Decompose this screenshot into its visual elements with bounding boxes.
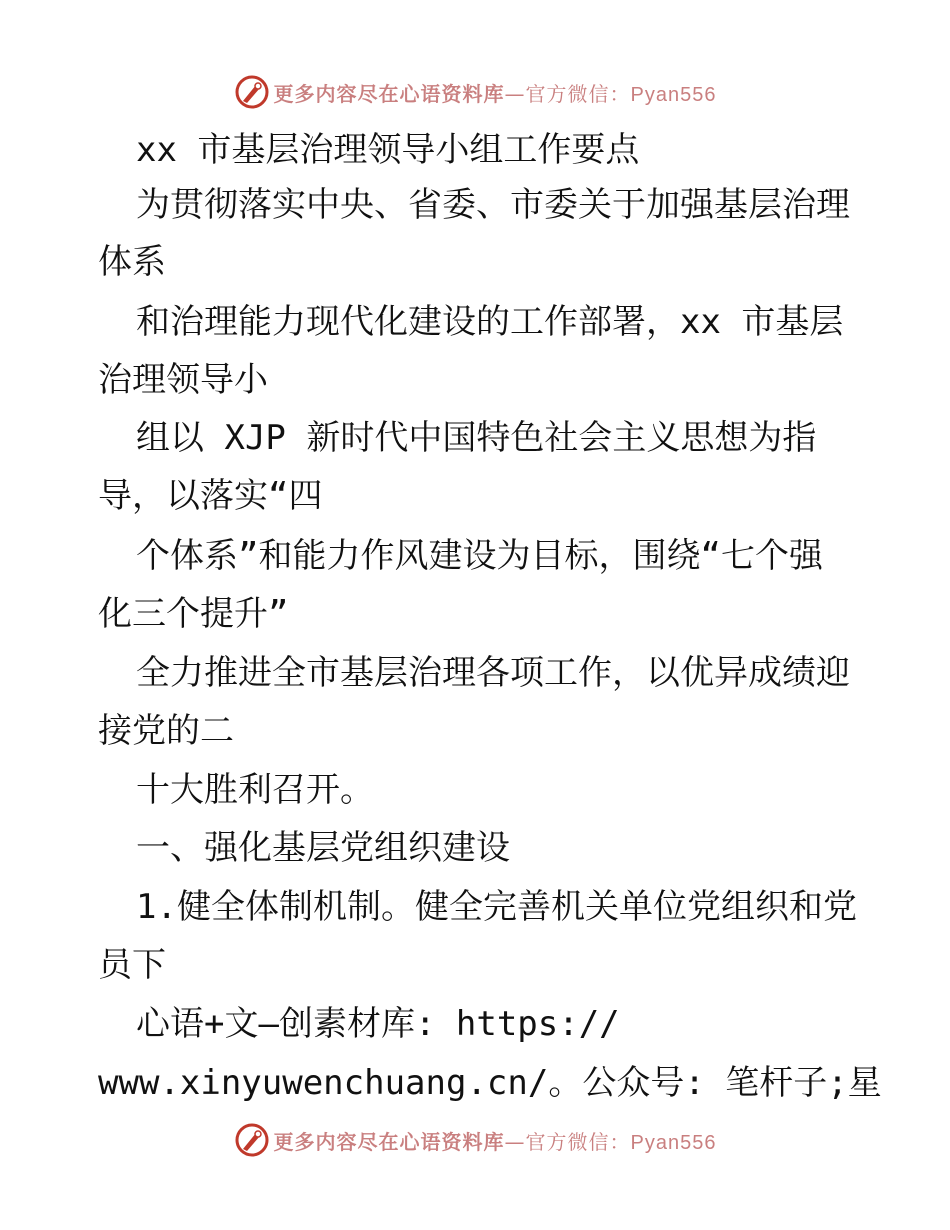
pen-nib-logo-icon	[234, 74, 270, 110]
watermark-text	[274, 1126, 717, 1155]
paragraph-line: 化三个提升”	[98, 594, 289, 634]
pen-nib-logo-icon	[234, 1122, 270, 1158]
watermark-separator: —	[504, 1129, 526, 1154]
paragraph-line: 为贯彻落实中央、省委、市委关于加强基层治理	[136, 185, 850, 225]
header-watermark	[0, 70, 950, 114]
paragraph-line: 接党的二	[98, 711, 234, 751]
paragraph-line: 组以 XJP 新时代中国特色社会主义思想为指	[136, 418, 817, 458]
watermark-contact: 官方微信：	[525, 81, 631, 106]
watermark-wechat-id: Pyan556	[630, 1131, 717, 1154]
paragraph-line: 和治理能力现代化建设的工作部署，xx 市基层	[136, 302, 844, 342]
document-title: xx 市基层治理领导小组工作要点	[136, 130, 640, 170]
footer-watermark	[0, 1118, 950, 1162]
watermark-separator: —	[504, 81, 526, 106]
paragraph-line: 导，以落实“四	[98, 476, 323, 516]
paragraph-line: 全力推进全市基层治理各项工作，以优异成绩迎	[136, 653, 850, 693]
footer-source-line: 心语+文—创素材库: https://	[136, 1004, 620, 1044]
footer-source-line: www.xinyuwenchuang.cn/。公众号: 笔杆子;星	[98, 1063, 882, 1103]
watermark-contact: 官方微信：	[525, 1129, 631, 1154]
watermark-brand: 更多内容尽在心语资料库	[273, 81, 505, 106]
section-heading: 一、强化基层党组织建设	[136, 828, 510, 868]
paragraph-line: 十大胜利召开。	[136, 770, 374, 810]
paragraph-line: 个体系”和能力作风建设为目标，围绕“七个强	[136, 536, 823, 576]
paragraph-line: 体系	[98, 242, 166, 282]
watermark-brand: 更多内容尽在心语资料库	[273, 1129, 505, 1154]
watermark-text	[274, 78, 717, 107]
paragraph-line: 1.健全体制机制。健全完善机关单位党组织和党	[136, 887, 857, 927]
paragraph-line: 员下	[98, 945, 166, 985]
paragraph-line: 治理领导小	[98, 360, 268, 400]
watermark-wechat-id: Pyan556	[630, 83, 717, 106]
